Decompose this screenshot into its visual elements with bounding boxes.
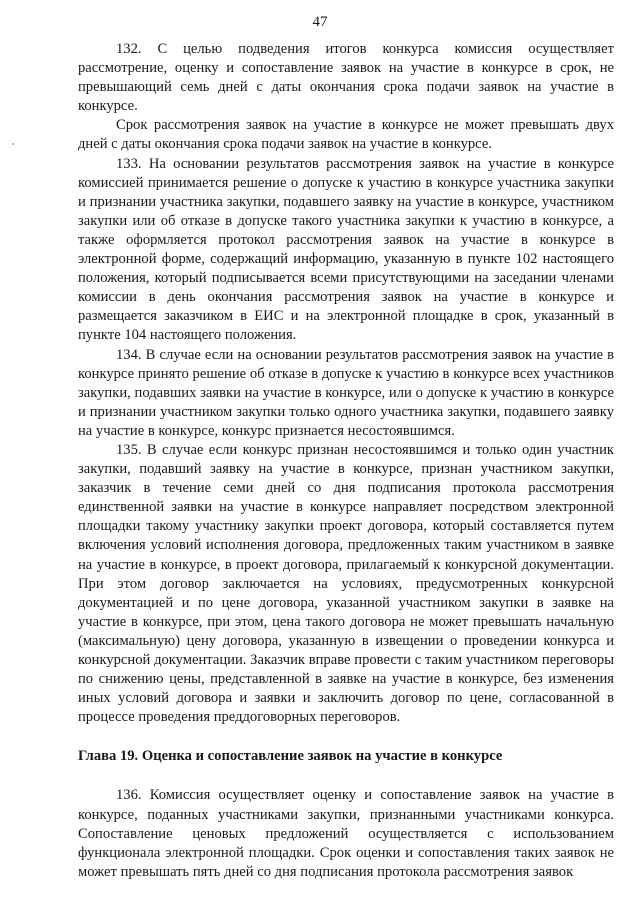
chapter-title: Глава 19. Оценка и сопоставление заявок на участие в конкурсе xyxy=(78,748,503,765)
paragraph-132-term: Срок рассмотрения заявок на участие в конкурсе не может превышать двух дней с даты окончания срока подачи заявок на участие в конкурсе. xyxy=(78,117,614,153)
paragraph-133: 133. На основании результатов рассмотрения заявок на участие в конкурсе комиссией принимается решение о допуске к участию в конкурсе участника закупки и признании участника закупки, подавшего заявку на участие в конкурсе, участником закупки или об отказе в допуске такого участника закупки к участию в конкурсе, а также оформляется протокол рассмотрения заявок на участие в конкурсе в электронной форме, содержащий информацию, указанную в пункте 102 настоящего положения, который подписывается всеми присутствующими на заседании членами комиссии в день окончания рассмотрения заявок на участие в конкурсе и размещается заказчиком в ЕИС и на электронной площадке в срок, указанный в пункте 104 настоящего положения. xyxy=(78,155,614,344)
paragraph-135: 135. В случае если конкурс признан несостоявшимся и только один участник закупки, подавший заявку на участие в конкурсе, признан участником закупки, заказчик в течение семи дней со дня подписания протокола рассмотрения единственной заявки на участие в конкурсе направляет посредством электронной площадки такому участнику закупки проект договора, который составляется путем включения условий исполнения договора, предложенных таким участником в заявке на участие в конкурсе, в проект договора, прилагаемый к конкурсной документации. При этом договор заключается на условиях, предусмотренных конкурсной документацией и по цене договора, указанной участником закупки в заявке на участие в конкурсе, при этом, цена такого договора не может превышать начальную (максимальную) цену договора, указанную в извещении о проведении конкурса и конкурсной документации. Заказчик вправе провести с таким участником переговоры по снижению цены, представленной в заявке на участие в конкурсе, без изменения иных условий договора и заявки и заключить договор по цене, согласованной в процессе проведения преддоговорных переговоров. xyxy=(78,441,614,726)
page-number: 47 xyxy=(312,14,328,30)
document-body xyxy=(78,40,614,882)
paragraph-136: 136. Комиссия осуществляет оценку и сопоставление заявок на участие в конкурсе, поданных участниками закупки, признанными участниками конкурса. Сопоставление ценовых предложений осуществляется с использованием функционала электронной площадки. Срок оценки и сопоставления таких заявок не может превышать пять дней со дня подписания протокола рассмотрения заявок xyxy=(78,787,614,880)
paragraph-132: 132. С целью подведения итогов конкурса комиссия осуществляет рассмотрение, оценку и сопоставление заявок на участие в конкурсе в срок, не превышающий семь дней с даты окончания срока подачи заявок на участие в конкурсе. xyxy=(78,41,614,115)
margin-mark xyxy=(12,143,14,145)
paragraph-134: 134. В случае если на основании результатов рассмотрения заявок на участие в конкурсе принято решение об отказе в допуске к участию в конкурсе всех участников закупки, подавших заявки на участие в конкурсе, или о допуске к участию в конкурсе и признании участником закупки только одного участника закупки, подавшего заявку на участие в конкурсе, конкурс признается несостоявшимся. xyxy=(78,346,614,439)
